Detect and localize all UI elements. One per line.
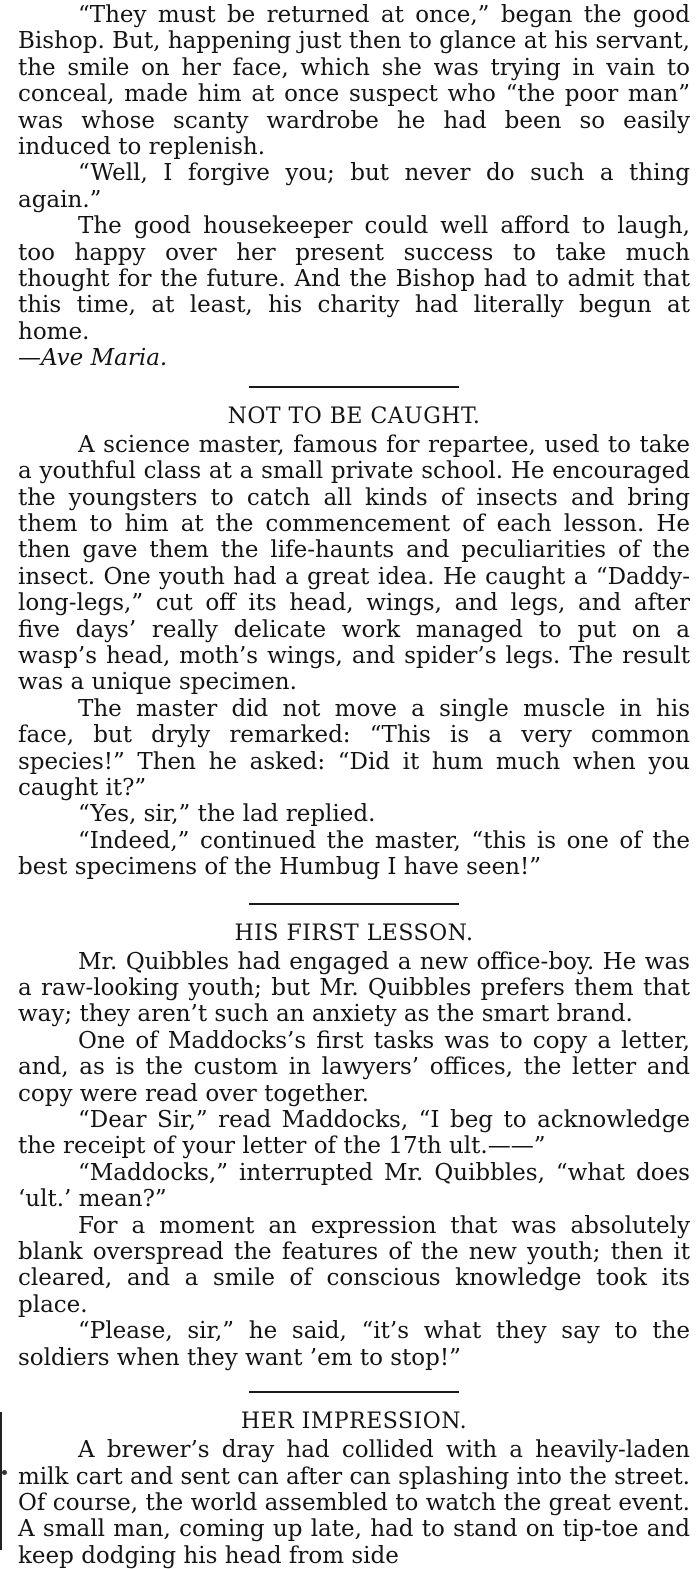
- page-edge-mark: [0, 1412, 2, 1550]
- section-divider: [249, 1391, 459, 1393]
- article-column: [18, 0, 690, 1569]
- paragraph: “Please, sir,” he said, “it’s what they say to the soldiers when they want ’em to stop!”: [18, 1318, 690, 1371]
- paragraph: “They must be returned at once,” began the good Bishop. But, happening just then to glance at his servant, the smile on her face, which she was trying in vain to conceal, made him at once suspect who “the poor man” was whose scanty wardrobe he had been so easily induced to replenish.: [18, 2, 690, 161]
- section-heading: NOT TO BE CAUGHT.: [227, 403, 481, 429]
- paragraph: One of Maddocks’s first tasks was to copy a letter, and, as is the custom in lawyers’ offices, the letter and copy were read over together.: [18, 1027, 690, 1107]
- paragraph: The good housekeeper could well afford to laugh, too happy over her present success to take much thought for the future. And the Bishop had to admit that this time, at least, his charity had literally begun at home.: [18, 213, 690, 345]
- section-heading: HER IMPRESSION.: [240, 1409, 468, 1435]
- source-credit: —Ave Maria.: [18, 345, 168, 372]
- paragraph: “Indeed,” continued the master, “this is one of the best specimens of the Humbug I have seen!”: [18, 827, 690, 881]
- paragraph: “Well, I forgive you; but never do such a thing again.”: [18, 160, 690, 213]
- paragraph: A science master, famous for repartee, used to take a youthful class at a small private school. He encouraged the youngsters to catch all kinds of insects and bring them to him at the commencement of each lesson. He then gave them the life-haunts and peculiarities of the insect. One youth had a great idea. He caught a “Daddy-long-legs,” cut off its head, wings, and legs, and after five days’ really delicate work managed to put on a wasp’s head, moth’s wings, and spider’s legs. The result was a unique specimen.: [18, 431, 690, 696]
- paragraph: “Dear Sir,” read Maddocks, “I beg to acknowledge the receipt of your letter of the 17th ult.——”: [18, 1107, 690, 1160]
- paragraph: The master did not move a single muscle in his face, but dryly remarked: “This is a very common species!” Then he asked: “Did it hum much when you caught it?”: [18, 695, 690, 801]
- paragraph: “Maddocks,” interrupted Mr. Quibbles, “what does ‘ult.’ mean?”: [18, 1159, 690, 1213]
- paragraph: “Yes, sir,” the lad replied.: [78, 801, 376, 828]
- section-heading: HIS FIRST LESSON.: [234, 920, 474, 946]
- paragraph: Mr. Quibbles had engaged a new office-boy. He was a raw-looking youth; but Mr. Quibbles prefers them that way; they aren’t such an anxiety as the smart brand.: [18, 948, 690, 1028]
- paragraph: For a moment an expression that was absolutely blank overspread the features of the new youth; then it cleared, and a smile of conscious knowledge took its place.: [18, 1212, 690, 1318]
- section-divider: [249, 903, 459, 905]
- paragraph: A brewer’s dray had collided with a heavily-laden milk cart and sent can after can splashing into the street. Of course, the world assembled to watch the great event. A small man, coming up late, had to stand on tip-toe and keep dodging his head from side: [18, 1437, 690, 1569]
- section-divider: [249, 386, 459, 388]
- page-edge-dot: [2, 1470, 7, 1475]
